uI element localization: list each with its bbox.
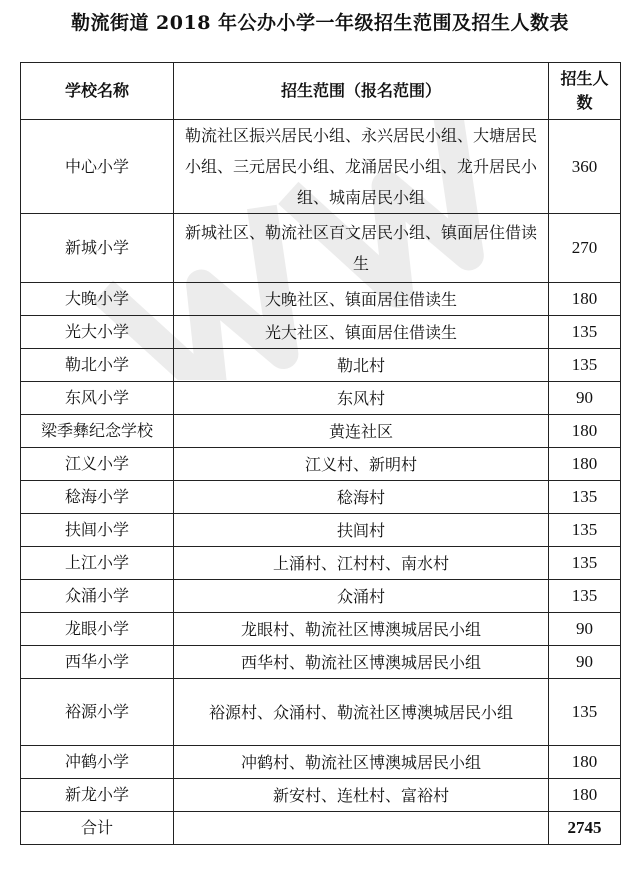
enrollment-scope: 裕源村、众涌村、勒流社区博澳城居民小组 [174,679,549,746]
total-scope [174,812,549,845]
enrollment-scope: 黄连社区 [174,415,549,448]
total-row [21,812,621,845]
table-row [21,547,621,580]
enrollment-scope: 大晚社区、镇面居住借读生 [174,283,549,316]
header-school: 学校名称 [21,63,174,120]
school-name: 稔海小学 [21,481,174,514]
enrollment-count: 180 [549,779,621,812]
enrollment-scope: 众涌村 [174,580,549,613]
total-count: 2745 [549,812,621,845]
school-name: 龙眼小学 [21,613,174,646]
enrollment-count: 360 [549,120,621,214]
enrollment-scope: 勒流社区振兴居民小组、永兴居民小组、大塘居民小组、三元居民小组、龙涌居民小组、龙升居民小组、城南居民小组 [174,120,549,214]
enrollment-scope: 冲鹤村、勒流社区博澳城居民小组 [174,746,549,779]
table-row [21,580,621,613]
page-title: 勒流街道 2018 年公办小学一年级招生范围及招生人数表 [70,12,570,34]
enrollment-scope: 东风村 [174,382,549,415]
enrollment-scope: 龙眼村、勒流社区博澳城居民小组 [174,613,549,646]
school-name: 勒北小学 [21,349,174,382]
table-row [21,481,621,514]
school-name: 中心小学 [21,120,174,214]
header-count: 招生人数 [549,63,621,120]
table-row [21,514,621,547]
enrollment-count: 90 [549,382,621,415]
table-row [21,316,621,349]
table-row [21,679,621,746]
table-row [21,349,621,382]
table-row [21,646,621,679]
enrollment-count: 180 [549,746,621,779]
enrollment-count: 135 [549,316,621,349]
school-name: 上江小学 [21,547,174,580]
school-name: 扶闾小学 [21,514,174,547]
school-name: 大晚小学 [21,283,174,316]
table-row [21,746,621,779]
enrollment-count: 90 [549,613,621,646]
school-name: 西华小学 [21,646,174,679]
enrollment-count: 135 [549,514,621,547]
enrollment-count: 135 [549,349,621,382]
enrollment-scope: 新城社区、勒流社区百文居民小组、镇面居住借读生 [174,214,549,283]
school-name: 东风小学 [21,382,174,415]
school-name: 光大小学 [21,316,174,349]
enrollment-count: 180 [549,415,621,448]
enrollment-count: 135 [549,547,621,580]
enrollment-scope: 光大社区、镇面居住借读生 [174,316,549,349]
enrollment-scope: 勒北村 [174,349,549,382]
enrollment-scope: 西华村、勒流社区博澳城居民小组 [174,646,549,679]
table-row [21,283,621,316]
total-label: 合计 [21,812,174,845]
school-name: 众涌小学 [21,580,174,613]
table-row [21,214,621,283]
table-row [21,779,621,812]
header-scope: 招生范围（报名范围） [174,63,549,120]
enrollment-count: 90 [549,646,621,679]
enrollment-count: 135 [549,679,621,746]
school-name: 梁季彝纪念学校 [21,415,174,448]
enrollment-count: 135 [549,580,621,613]
enrollment-table [20,62,621,845]
enrollment-scope: 扶闾村 [174,514,549,547]
table-row [21,613,621,646]
enrollment-count: 180 [549,448,621,481]
enrollment-scope: 江义村、新明村 [174,448,549,481]
table-row [21,448,621,481]
enrollment-count: 270 [549,214,621,283]
school-name: 裕源小学 [21,679,174,746]
school-name: 江义小学 [21,448,174,481]
enrollment-count: 135 [549,481,621,514]
table-row [21,382,621,415]
enrollment-scope: 新安村、连杜村、富裕村 [174,779,549,812]
school-name: 新龙小学 [21,779,174,812]
school-name: 冲鹤小学 [21,746,174,779]
school-name: 新城小学 [21,214,174,283]
enrollment-count: 180 [549,283,621,316]
table-header-row [21,63,621,120]
table-row [21,120,621,214]
table-row [21,415,621,448]
enrollment-scope: 上涌村、江村村、南水村 [174,547,549,580]
enrollment-scope: 稔海村 [174,481,549,514]
